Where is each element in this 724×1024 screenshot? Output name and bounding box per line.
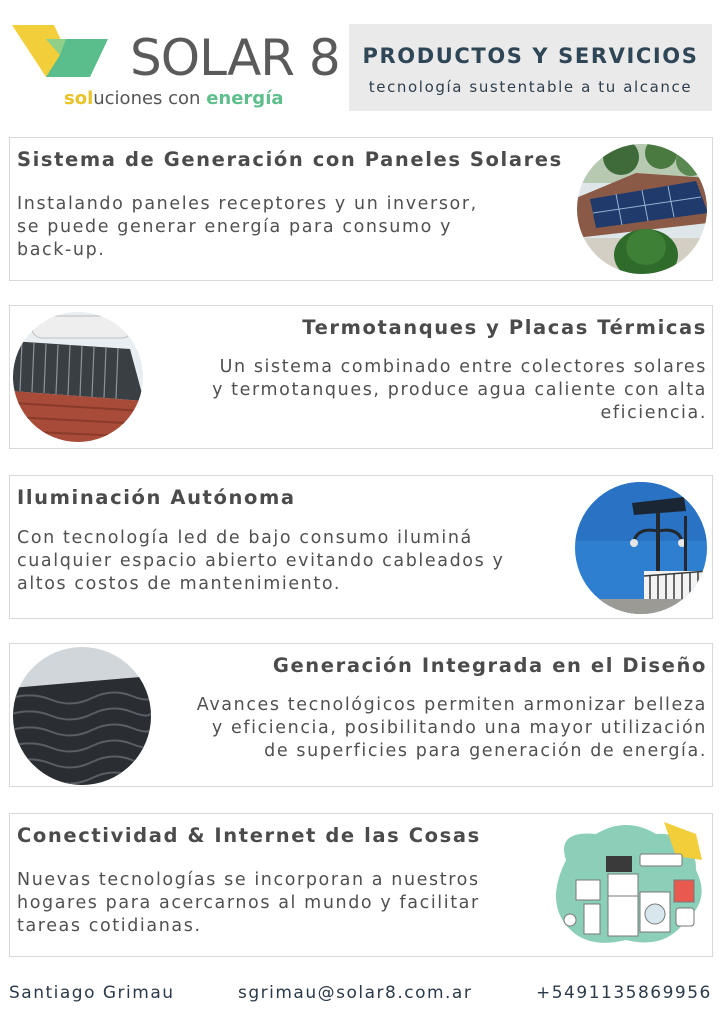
card-description: Avances tecnológicos permiten armonizar belleza y eficiencia, posibilitando una mayor utilización de superficies para generación de energía. xyxy=(196,695,707,761)
card-title: Generación Integrada en el Diseño xyxy=(272,654,707,677)
solar-roof-tiles-photo xyxy=(12,646,152,786)
card-title: Iluminación Autónoma xyxy=(17,486,296,509)
card-title: Termotanques y Placas Térmicas xyxy=(302,316,707,339)
contact-phone[interactable]: +5491135869956 xyxy=(536,983,712,1003)
card-title: Sistema de Generación con Paneles Solares xyxy=(17,148,563,171)
card-description: Instalando paneles receptores y un inversor, se puede generar energía para consumo y back-up. xyxy=(17,194,478,260)
contact-name: Santiago Grimau xyxy=(9,983,175,1003)
card-title: Conectividad & Internet de las Cosas xyxy=(17,824,481,847)
card-description: Un sistema combinado entre colectores solares y termotanques, produce agua caliente con alta eficiencia. xyxy=(212,357,707,423)
service-card-integrated-design xyxy=(9,643,713,787)
service-card-water-heaters xyxy=(9,305,713,449)
solar-streetlight-photo xyxy=(574,481,708,615)
brand-tagline: soluciones con energía xyxy=(64,88,284,109)
header-box xyxy=(349,24,712,111)
service-card-autonomous-lighting xyxy=(9,475,713,619)
solar-water-heater-photo xyxy=(12,311,144,443)
card-description: Nuevas tecnologías se incorporan a nuestros hogares para acercarnos al mundo y facilitar tareas cotidianas. xyxy=(17,870,480,936)
smart-appliances-illustration xyxy=(546,820,710,952)
contact-email[interactable]: sgrimau@solar8.com.ar xyxy=(238,983,473,1003)
solar-panels-roof-photo xyxy=(576,143,708,275)
page-subtitle: tecnología sustentable a tu alcance xyxy=(368,78,693,96)
brand-name: SOLAR 8 xyxy=(130,29,340,87)
service-card-solar-panels xyxy=(9,137,713,281)
page-title: PRODUCTOS Y SERVICIOS xyxy=(362,44,699,68)
service-card-iot xyxy=(9,813,713,957)
card-description: Con tecnología led de bajo consumo iluminá cualquier espacio abierto evitando cableados y altos costos de mantenimiento. xyxy=(17,528,505,594)
brand-logo xyxy=(12,22,340,117)
logo-mark-icon xyxy=(12,25,112,77)
